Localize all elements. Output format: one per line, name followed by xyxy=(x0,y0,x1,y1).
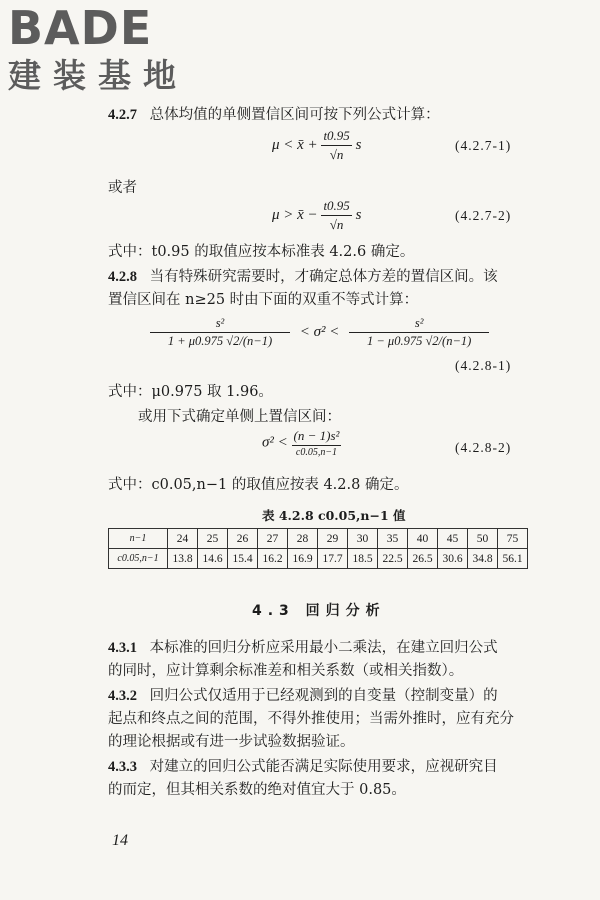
table-cell: 35 xyxy=(378,529,408,549)
clause-text-line1: 回归公式仅适用于已经观测到的自变量（控制变量）的 xyxy=(149,688,498,704)
table-cell: 15.4 xyxy=(228,549,258,569)
eq-lhs: μ < x̄ + xyxy=(272,136,318,153)
table-cell: 50 xyxy=(468,529,498,549)
eq-tail: s xyxy=(355,136,362,153)
eq-left-den: 1 + μ0.975 √2/(n−1) xyxy=(167,334,273,348)
equation-number: (4.2.8-2) xyxy=(455,440,512,455)
section-title: 4.3 回归分析 xyxy=(252,603,386,619)
logo-text-en: BADE xyxy=(8,1,153,55)
eq-tail: s xyxy=(355,206,362,223)
clause-text-line2: 的而定，但其相关系数的绝对值宜大于 0.85。 xyxy=(108,782,406,798)
eq-frac-den: √n xyxy=(329,217,344,232)
equation-4-2-7-2 xyxy=(272,198,361,233)
table-cell: 13.8 xyxy=(168,549,198,569)
clause-number: 4.2.8 xyxy=(108,269,137,285)
equation-number: (4.2.8-1) xyxy=(455,358,512,373)
eq-frac-den: √n xyxy=(329,147,344,162)
clause-text-line1: 对建立的回归公式能否满足实际使用要求，应视研究目 xyxy=(149,759,498,775)
row-header-n: n−1 xyxy=(109,529,168,549)
equation-4-2-7-1 xyxy=(272,128,361,163)
row-header-c: c0.05,n−1 xyxy=(109,549,168,569)
clause-text-line2: 的同时，应计算剩余标准差和相关系数（或相关指数）。 xyxy=(108,663,464,679)
table-cell: 30.6 xyxy=(438,549,468,569)
table-cell: 29 xyxy=(318,529,348,549)
table-cell: 14.6 xyxy=(198,549,228,569)
clause-text-line1: 当有特殊研究需要时，才确定总体方差的置信区间。该 xyxy=(149,269,498,285)
eq-mid: < σ² < xyxy=(299,323,340,340)
eq-right-den: 1 − μ0.975 √2/(n−1) xyxy=(366,334,472,348)
equation-number: (4.2.7-1) xyxy=(455,138,512,153)
table-row xyxy=(109,549,528,569)
table-cell: 16.9 xyxy=(288,549,318,569)
clause-4-3-2 xyxy=(108,686,498,706)
note-t095: 式中：t0.95 的取值应按本标准表 4.2.6 确定。 xyxy=(108,244,415,260)
table-row xyxy=(109,529,528,549)
table-cell: 34.8 xyxy=(468,549,498,569)
clause-number: 4.2.7 xyxy=(108,107,137,123)
table-cell: 17.7 xyxy=(318,549,348,569)
table-cell: 24 xyxy=(168,529,198,549)
table-cell: 28 xyxy=(288,529,318,549)
clause-4-3-1 xyxy=(108,638,498,658)
clause-4-3-3 xyxy=(108,757,498,777)
eq-lhs: σ² < xyxy=(262,434,288,451)
clause-4-2-7 xyxy=(108,105,440,125)
table-cell: 16.2 xyxy=(258,549,288,569)
note-c005: 式中：c0.05,n−1 的取值应按表 4.2.8 确定。 xyxy=(108,477,409,493)
table-cell: 22.5 xyxy=(378,549,408,569)
eq-lhs: μ > x̄ − xyxy=(272,206,318,223)
clause-text-line3: 的理论根据或有进一步试验数据验证。 xyxy=(108,734,355,750)
eq-frac-num: t0.95 xyxy=(321,128,351,146)
page-number: 14 xyxy=(112,832,128,849)
table-cell: 56.1 xyxy=(498,549,528,569)
table-cell: 26.5 xyxy=(408,549,438,569)
table-cell: 40 xyxy=(408,529,438,549)
site-logo xyxy=(8,1,188,96)
eq-frac-den: c0.05,n−1 xyxy=(295,447,338,458)
clause-text-line1: 本标准的回归分析应采用最小二乘法，在建立回归公式 xyxy=(149,640,498,656)
clause-number: 4.3.3 xyxy=(108,759,137,775)
equation-4-2-8-2 xyxy=(262,428,341,458)
table-cell: 75 xyxy=(498,529,528,549)
table-cell: 18.5 xyxy=(348,549,378,569)
eq-frac-num: (n − 1)s² xyxy=(292,428,342,446)
eq-right-num: s² xyxy=(349,316,489,333)
clause-number: 4.3.2 xyxy=(108,688,137,704)
table-cell: 26 xyxy=(228,529,258,549)
table-cell: 30 xyxy=(348,529,378,549)
logo-text-cn: 建装基地 xyxy=(8,56,188,95)
clause-text-line2: 起点和终点之间的范围，不得外推使用；当需外推时，应有充分 xyxy=(108,711,514,727)
or-text: 或者 xyxy=(108,180,137,196)
c-value-table xyxy=(108,528,528,569)
clause-text: 总体均值的单侧置信区间可按下列公式计算： xyxy=(149,107,440,123)
table-cell: 27 xyxy=(258,529,288,549)
clause-text-line2: 置信区间在 n≥25 时由下面的双重不等式计算： xyxy=(108,292,419,308)
clause-number: 4.3.1 xyxy=(108,640,137,656)
one-sided-text: 或用下式确定单侧上置信区间： xyxy=(138,409,341,425)
eq-left-num: s² xyxy=(150,316,290,333)
equation-number: (4.2.7-2) xyxy=(455,208,512,223)
table-cell: 25 xyxy=(198,529,228,549)
table-cell: 45 xyxy=(438,529,468,549)
clause-4-2-8 xyxy=(108,267,498,287)
note-mu0975: 式中：μ0.975 取 1.96。 xyxy=(108,384,273,400)
table-caption: 表 4.2.8 c0.05,n−1 值 xyxy=(262,508,406,523)
eq-frac-num: t0.95 xyxy=(321,198,351,216)
equation-4-2-8-1 xyxy=(150,316,489,349)
